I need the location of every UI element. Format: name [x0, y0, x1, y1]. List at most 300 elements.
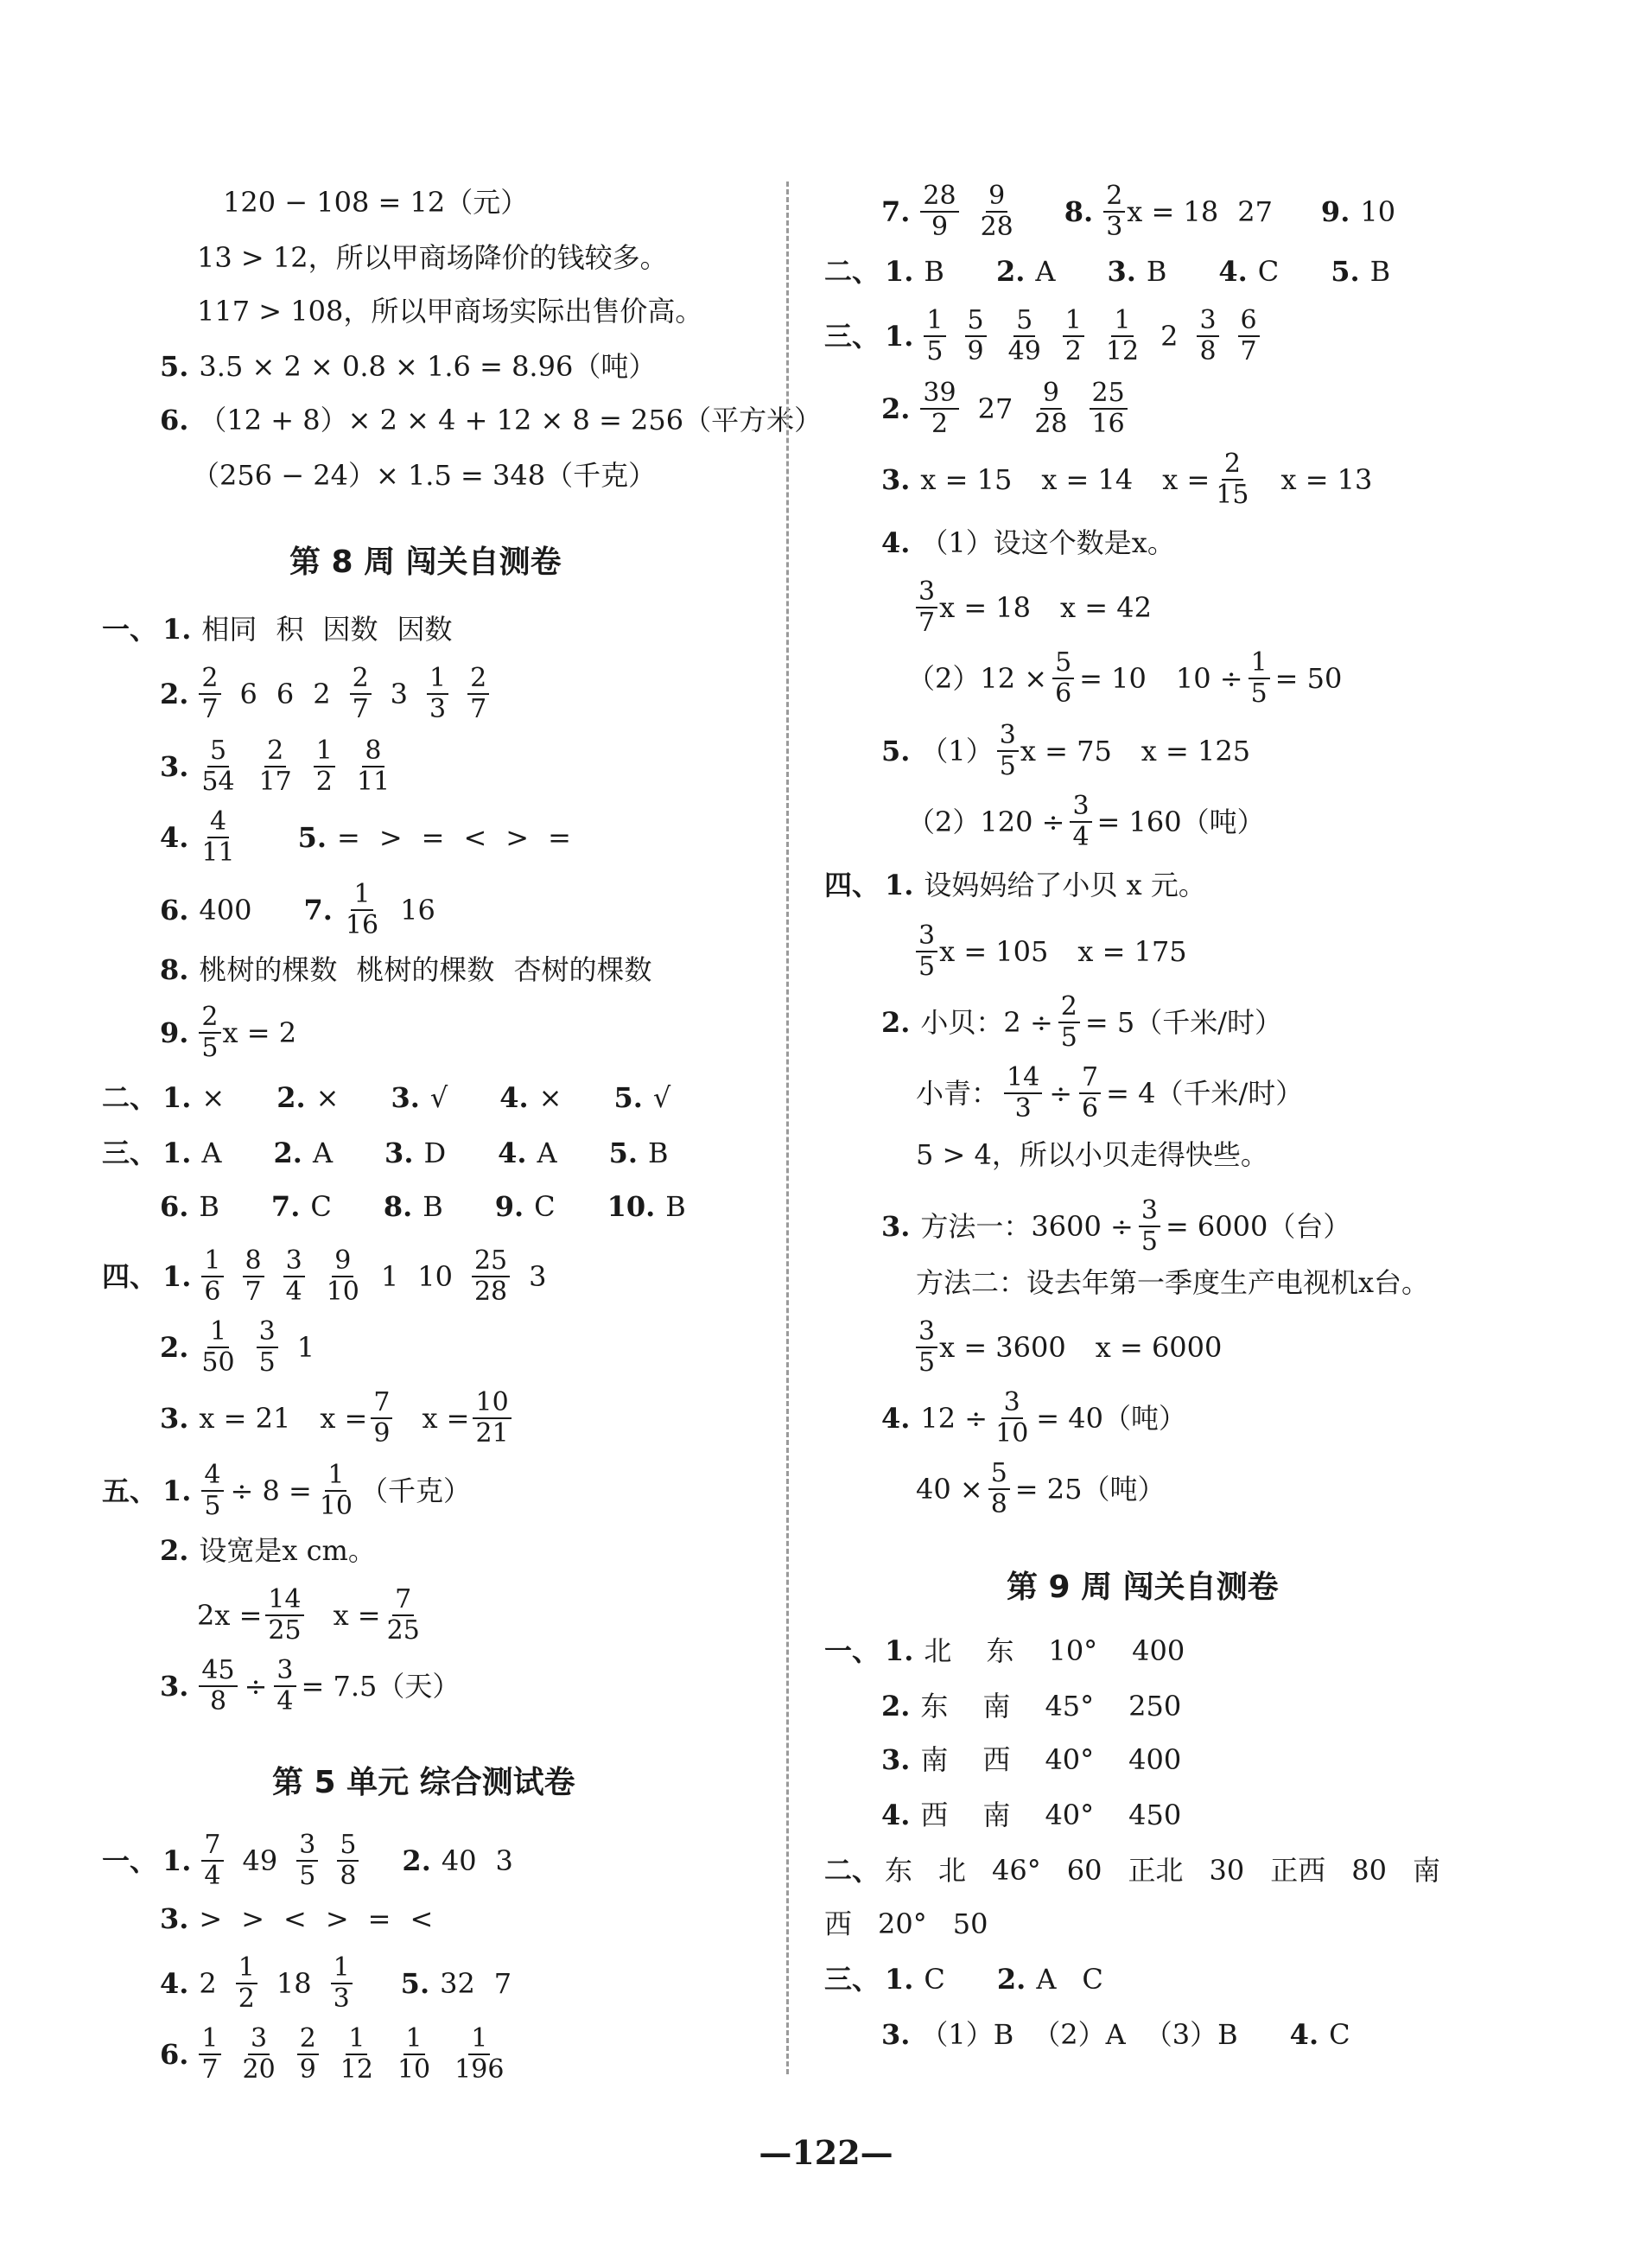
answer-text: x = 75: [1020, 735, 1112, 767]
fraction-numerator: 2: [1222, 451, 1243, 481]
fraction-numerator: 25: [1090, 380, 1128, 410]
answer-text: 设宽是x cm。: [199, 1534, 376, 1567]
fraction: [243, 1245, 264, 1307]
fraction-denominator: 2: [315, 767, 333, 797]
question-number: 4.: [881, 1402, 911, 1435]
fraction: [354, 738, 392, 795]
fraction: [1079, 1062, 1101, 1124]
answer-line: [916, 1458, 1166, 1519]
fraction-numerator: 2: [264, 738, 286, 767]
answer-text: =: [367, 1902, 391, 1935]
answer-text: x = 105: [939, 935, 1049, 968]
answer-text: 6: [239, 678, 257, 710]
answer-text: ×: [201, 1081, 226, 1114]
fraction: [1004, 1062, 1042, 1124]
fraction: [1103, 183, 1125, 240]
fraction: [916, 576, 937, 638]
answer-text: >: [325, 1902, 349, 1935]
answer-text: 18: [276, 1967, 312, 2000]
section-number: 四、: [824, 869, 880, 901]
fraction-numerator: 9: [986, 183, 1007, 213]
fraction-numerator: 7: [392, 1587, 414, 1616]
answer-text: 东: [986, 1634, 1014, 1667]
answer-line: [916, 1266, 1430, 1299]
answer-text: 40°: [1045, 1743, 1095, 1776]
fraction-numerator: 1: [351, 882, 372, 911]
answer-line: [824, 1963, 1103, 1996]
answer-line: [881, 2018, 1350, 2051]
answer-line: [824, 305, 1260, 366]
fraction-denominator: 6: [1055, 678, 1072, 709]
answer-line: [916, 1138, 1268, 1171]
question-number: 2.: [881, 1690, 911, 1723]
question-number: 7.: [270, 1190, 301, 1223]
fraction: [199, 2023, 220, 2085]
question-number: 3.: [881, 2018, 911, 2051]
answer-text: C: [1329, 2018, 1350, 2051]
question-number: 5.: [297, 821, 327, 854]
answer-text: x = 42: [1060, 591, 1152, 624]
fraction-numerator: 2: [199, 665, 220, 695]
fraction-numerator: 4: [207, 809, 229, 838]
answer-line: [824, 871, 1206, 899]
question-number: 6.: [160, 894, 189, 927]
answer-text: = 4（千米/时）: [1106, 1077, 1304, 1110]
fraction-numerator: 25: [472, 1248, 510, 1277]
fraction-numerator: 2: [1103, 183, 1125, 213]
answer-text: x = 3600: [939, 1331, 1066, 1364]
fraction-numerator: 1: [924, 308, 945, 337]
answer-line: [160, 1534, 376, 1567]
answer-text: √: [429, 1081, 448, 1114]
fraction-denominator: 3: [1014, 1093, 1032, 1124]
answer-text: ÷ 8 =: [230, 1474, 312, 1507]
answer-line: [197, 1584, 423, 1646]
answer-line: [160, 1004, 296, 1061]
answer-text: 1: [380, 1260, 399, 1293]
fraction: [337, 1832, 359, 1889]
answer-text: 16: [400, 894, 435, 927]
fraction: [199, 1655, 237, 1716]
answer-text: x =: [422, 1402, 470, 1435]
fraction-denominator: 16: [1091, 409, 1125, 439]
fraction-numerator: 14: [265, 1587, 303, 1616]
question-number: 1.: [162, 613, 192, 646]
answer-text: 北: [924, 1634, 952, 1667]
answer-text: = 40（吨）: [1036, 1402, 1187, 1435]
fraction-numerator: 1: [201, 1248, 223, 1277]
answer-line: [824, 255, 1391, 288]
fraction-denominator: 6: [1082, 1093, 1099, 1124]
answer-text: 东: [920, 1690, 949, 1723]
answer-text: 400: [1128, 1743, 1182, 1776]
fraction: [1197, 305, 1218, 366]
fraction: [916, 1316, 937, 1378]
fraction-denominator: 7: [201, 694, 219, 724]
answer-text: 小青：: [916, 1077, 1000, 1110]
question-number: 5.: [613, 1081, 643, 1114]
answer-text: B: [423, 1190, 443, 1223]
fraction: [201, 1832, 223, 1889]
answer-line: [102, 1081, 671, 1114]
answer-text: （2）A: [1032, 2018, 1126, 2051]
answer-text: D: [423, 1137, 447, 1169]
fraction: [1052, 647, 1074, 709]
answer-text: （3）B: [1144, 2018, 1238, 2051]
answer-text: 正北: [1128, 1854, 1184, 1887]
answer-line: [881, 1387, 1187, 1449]
answer-text: 方法二：设去年第一季度生产电视机x台。: [916, 1266, 1430, 1299]
answer-text: = 6000（台）: [1165, 1210, 1351, 1243]
question-number: 9.: [160, 1016, 189, 1049]
fraction-numerator: 5: [337, 1832, 359, 1862]
fraction: [314, 738, 335, 795]
fraction-denominator: 7: [201, 2054, 219, 2085]
fraction: [988, 1458, 1010, 1519]
fraction-numerator: 1: [427, 665, 448, 695]
question-number: 1.: [162, 1137, 192, 1169]
fraction-numerator: 3: [283, 1248, 305, 1277]
answer-text: （256 − 24）× 1.5 = 348（千克）: [192, 459, 657, 492]
fraction-numerator: 14: [1004, 1065, 1042, 1094]
fraction: [1032, 380, 1070, 437]
answer-line: [824, 1907, 988, 1940]
answer-text: B: [648, 1137, 669, 1169]
answer-line: [160, 1387, 511, 1449]
fraction: [1103, 305, 1141, 366]
answer-line: [881, 991, 1282, 1053]
fraction-numerator: 3: [916, 923, 937, 952]
answer-line: [197, 295, 703, 328]
fraction-numerator: 7: [1079, 1065, 1101, 1094]
fraction-denominator: 7: [918, 608, 936, 638]
fraction: [1070, 793, 1091, 850]
fraction-denominator: 8: [1199, 336, 1217, 366]
answer-text: 南: [920, 1743, 949, 1776]
answer-text: （2）120 ÷: [907, 806, 1065, 838]
fraction-denominator: 7: [352, 694, 369, 724]
question-number: 6.: [160, 2038, 189, 2071]
fraction-denominator: 8: [990, 1489, 1007, 1519]
fraction: [920, 183, 958, 240]
answer-line: [160, 406, 822, 434]
answer-text: 西: [982, 1743, 1011, 1776]
question-number: 3.: [1107, 255, 1136, 288]
answer-line: [881, 183, 1395, 240]
answer-text: 400: [1132, 1634, 1185, 1667]
fraction-numerator: 39: [920, 380, 958, 410]
page-number: —122—: [759, 2133, 893, 2172]
fraction-denominator: 3: [429, 694, 447, 724]
fraction-denominator: 54: [201, 767, 235, 797]
question-number: 2.: [881, 1006, 911, 1039]
answer-text: = 10: [1079, 662, 1147, 695]
fraction-denominator: 21: [475, 1418, 509, 1449]
question-number: 9.: [1320, 195, 1350, 228]
answer-text: = 50: [1274, 662, 1343, 695]
fraction-numerator: 1: [468, 2026, 490, 2055]
fraction: [920, 380, 958, 437]
fraction-denominator: 6: [204, 1277, 221, 1307]
question-number: 1.: [885, 1963, 914, 1996]
answer-line: [192, 459, 657, 492]
answer-text: B: [199, 1190, 219, 1223]
fraction-numerator: 3: [274, 1658, 295, 1687]
fraction-denominator: 9: [299, 2054, 316, 2085]
fraction: [199, 806, 237, 868]
answer-text: <: [283, 1902, 307, 1935]
answer-text: B: [665, 1190, 686, 1223]
fraction-denominator: 25: [268, 1615, 302, 1646]
answer-text: B: [1369, 255, 1391, 288]
section-number: 三、: [824, 1963, 880, 1996]
answer-line: [102, 613, 453, 646]
answer-text: （2）12 ×: [907, 662, 1048, 695]
answer-line: [881, 451, 1372, 508]
question-number: 10.: [607, 1190, 656, 1223]
answer-text: = 5（千米/时）: [1084, 1006, 1282, 1039]
question-number: 1.: [885, 869, 914, 901]
answer-text: 6: [276, 678, 295, 710]
fraction-numerator: 5: [207, 738, 229, 767]
question-number: 4.: [1289, 2018, 1319, 2051]
answer-text: 12 ÷: [920, 1402, 988, 1435]
question-number: 5.: [160, 350, 189, 383]
answer-text: x = 6000: [1095, 1331, 1223, 1364]
fraction: [1213, 451, 1251, 508]
answer-text: 49: [242, 1844, 278, 1877]
fraction-denominator: 196: [454, 2054, 505, 2085]
answer-text: （1）: [920, 735, 994, 767]
question-number: 1.: [162, 1474, 192, 1507]
fraction: [199, 1004, 220, 1061]
answer-line: [160, 738, 392, 795]
fraction: [257, 1316, 278, 1378]
fraction-numerator: 5: [988, 1461, 1010, 1490]
answer-text: 3: [390, 678, 409, 710]
question-number: 2.: [402, 1844, 431, 1877]
answer-text: 10 ÷: [1175, 662, 1243, 695]
fraction: [1249, 647, 1270, 709]
answer-text: <: [410, 1902, 434, 1935]
fraction-numerator: 7: [201, 1832, 223, 1862]
fraction-denominator: 5: [204, 1491, 221, 1521]
answer-text: = 7.5（天）: [301, 1670, 461, 1703]
answer-text: A: [1035, 255, 1056, 288]
answer-text: 27: [1237, 195, 1273, 228]
question-number: 3.: [160, 1902, 189, 1935]
fraction: [199, 1316, 237, 1378]
answer-line: [916, 1316, 1223, 1378]
section-number: 四、: [102, 1260, 158, 1293]
fraction-denominator: 3: [1106, 212, 1123, 242]
fraction-numerator: 8: [243, 1248, 264, 1277]
fraction-numerator: 3: [916, 579, 937, 608]
question-number: 8.: [1064, 195, 1094, 228]
fraction-denominator: 8: [209, 1686, 227, 1716]
fraction-denominator: 7: [245, 1277, 262, 1307]
question-number: 4.: [1218, 255, 1248, 288]
answer-line: [881, 1690, 1182, 1723]
fraction-denominator: 7: [470, 694, 487, 724]
answer-line: [881, 380, 1128, 437]
answer-text: 30: [1209, 1854, 1245, 1887]
answer-text: （1）设这个数是x。: [920, 526, 1175, 559]
fraction: [1139, 1195, 1160, 1257]
question-number: 1.: [162, 1081, 192, 1114]
fraction-denominator: 5: [1060, 1022, 1077, 1053]
fraction-denominator: 4: [204, 1861, 221, 1891]
answer-text: ×: [538, 1081, 562, 1114]
question-number: 1.: [162, 1844, 192, 1877]
answer-text: x = 13: [1280, 463, 1373, 496]
answer-text: 3.5 × 2 × 0.8 × 1.6 = 8.96（吨）: [199, 350, 657, 383]
answer-text: 20°: [878, 1907, 927, 1940]
question-number: 2.: [160, 1534, 189, 1567]
fraction-denominator: 49: [1007, 336, 1041, 366]
answer-text: 相同: [201, 613, 257, 646]
fraction: [473, 1387, 511, 1449]
section-number: 一、: [102, 613, 158, 646]
fraction-numerator: 3: [997, 723, 1019, 752]
answer-text: 7: [493, 1967, 512, 2000]
answer-text: 50: [952, 1907, 988, 1940]
fraction: [297, 2023, 319, 2085]
question-number: 3.: [160, 750, 189, 783]
answer-line: [160, 350, 657, 383]
answer-text: 2: [313, 678, 331, 710]
fraction-denominator: 4: [285, 1277, 302, 1307]
fraction-denominator: 9: [931, 212, 949, 242]
fraction-denominator: 12: [1105, 336, 1140, 366]
fraction-numerator: 3: [1197, 308, 1218, 337]
answer-text: 因数: [322, 613, 378, 646]
fraction-numerator: 5: [1052, 650, 1074, 679]
answer-line: [160, 1190, 686, 1223]
fraction-denominator: 9: [373, 1418, 391, 1449]
answer-text: 40°: [1045, 1799, 1095, 1831]
answer-line: [102, 1245, 547, 1307]
answer-text: C: [534, 1190, 556, 1223]
answer-line: [223, 186, 529, 219]
answer-text: 450: [1128, 1799, 1182, 1831]
fraction: [240, 2023, 278, 2085]
question-number: 3.: [384, 1137, 414, 1169]
answer-text: x = 18: [1127, 195, 1219, 228]
answer-text: 东: [885, 1854, 913, 1887]
answer-text: 120 − 108 = 12（元）: [223, 186, 529, 219]
answer-text: x =: [333, 1599, 381, 1632]
question-number: 9.: [494, 1190, 524, 1223]
answer-text: x = 175: [1077, 935, 1187, 968]
answer-text: x = 125: [1141, 735, 1251, 767]
section-heading: 第 9 周 闯关自测卷: [1007, 1570, 1279, 1605]
fraction-numerator: 2: [350, 665, 372, 695]
fraction-denominator: 2: [931, 409, 949, 439]
answer-text: A: [201, 1137, 222, 1169]
fraction-denominator: 25: [386, 1615, 420, 1646]
answer-text: 正西: [1270, 1854, 1326, 1887]
answer-text: ×: [315, 1081, 340, 1114]
answer-text: A: [1036, 1963, 1057, 1996]
fraction-denominator: 2: [1064, 336, 1082, 366]
answer-line: [160, 953, 652, 986]
answer-line: [160, 806, 571, 868]
answer-line: [102, 1462, 471, 1519]
answer-text: A: [537, 1137, 557, 1169]
fraction-numerator: 8: [362, 738, 384, 767]
fraction: [1063, 305, 1084, 366]
fraction-denominator: 4: [1072, 822, 1090, 852]
question-number: 2.: [273, 1137, 302, 1169]
answer-text: 3: [529, 1260, 547, 1293]
question-number: 8.: [383, 1190, 413, 1223]
answer-line: [160, 665, 489, 723]
fraction: [343, 879, 381, 940]
answer-text: 10: [1360, 195, 1396, 228]
fraction-denominator: 8: [340, 1861, 357, 1891]
fraction: [283, 1245, 305, 1307]
answer-text: （千克）: [360, 1474, 472, 1507]
fraction-numerator: 7: [371, 1390, 392, 1419]
question-number: 7.: [881, 195, 911, 228]
fraction-denominator: 2: [238, 1984, 255, 2014]
fraction-denominator: 16: [345, 910, 379, 940]
answer-text: A: [312, 1137, 334, 1169]
fraction-numerator: 3: [257, 1319, 278, 1348]
fraction: [331, 1952, 353, 2014]
fraction: [997, 720, 1019, 781]
answer-line: [907, 647, 1343, 709]
fraction: [924, 305, 945, 366]
answer-text: 西: [824, 1907, 853, 1940]
fraction: [1058, 991, 1080, 1053]
fraction-denominator: 9: [967, 336, 984, 366]
answer-text: =: [337, 821, 360, 854]
fraction: [236, 1952, 257, 2014]
question-number: 4.: [881, 526, 911, 559]
fraction-denominator: 5: [918, 952, 936, 982]
question-number: 4.: [498, 1137, 527, 1169]
section-number: 三、: [824, 320, 880, 353]
fraction: [384, 1584, 423, 1646]
fraction-numerator: 9: [1040, 380, 1062, 410]
question-number: 7.: [303, 894, 333, 927]
answer-text: 北: [938, 1854, 967, 1887]
section-number: 二、: [824, 255, 880, 288]
answer-line: [907, 793, 1265, 850]
fraction-numerator: 2: [297, 2026, 319, 2055]
answer-text: x =: [1162, 463, 1210, 496]
answer-text: 1: [296, 1331, 315, 1364]
answer-text: B: [1146, 255, 1167, 288]
fraction: [467, 665, 489, 723]
section-heading: 第 8 周 闯关自测卷: [289, 544, 562, 580]
answer-line: [160, 1902, 434, 1935]
section-number: 三、: [102, 1137, 158, 1169]
fraction-numerator: 1: [331, 1955, 353, 1984]
question-number: 1.: [885, 255, 914, 288]
question-number: 3.: [881, 463, 911, 496]
answer-text: 桃树的棵数: [356, 953, 495, 986]
answer-text: C: [310, 1190, 332, 1223]
fraction-denominator: 5: [258, 1347, 276, 1378]
fraction-denominator: 5: [999, 751, 1016, 781]
question-number: 1.: [885, 1634, 914, 1667]
fraction-numerator: 4: [201, 1462, 223, 1492]
question-number: 4.: [160, 821, 189, 854]
fraction-numerator: 1: [199, 2026, 220, 2055]
